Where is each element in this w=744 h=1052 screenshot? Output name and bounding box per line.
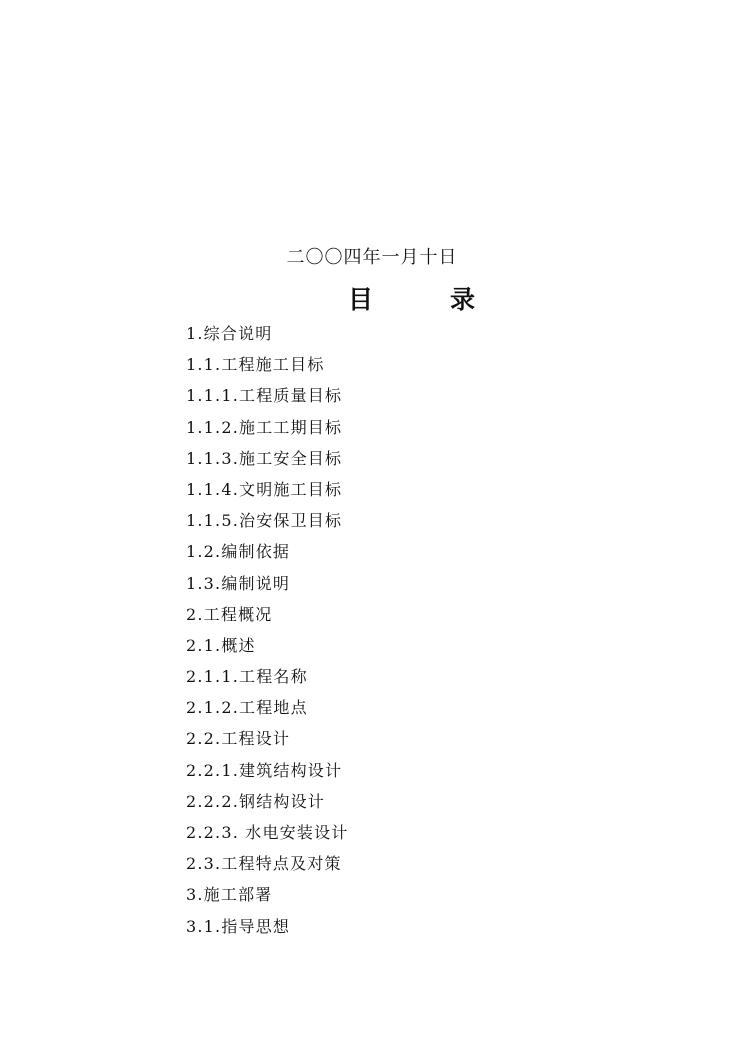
toc-item[interactable]: 2.2.2.钢结构设计 [186, 791, 325, 811]
toc-item[interactable]: 1.3.编制说明 [186, 573, 291, 593]
toc-title-char-2: 录 [450, 285, 476, 314]
toc-item[interactable]: 1.1.3.施工安全目标 [186, 448, 343, 468]
toc-item[interactable]: 2.3.工程特点及对策 [186, 854, 342, 874]
toc-item[interactable]: 2.1.概述 [186, 635, 256, 655]
toc-list [186, 318, 348, 942]
toc-item[interactable]: 2.工程概况 [186, 604, 273, 624]
toc-item[interactable]: 1.1.5.治安保卫目标 [186, 511, 343, 531]
toc-item[interactable]: 3.施工部署 [186, 885, 273, 905]
toc-item[interactable]: 2.2.1.建筑结构设计 [186, 760, 343, 780]
toc-item[interactable]: 2.2.工程设计 [186, 729, 291, 749]
toc-item[interactable]: 3.1.指导思想 [186, 916, 291, 936]
document-date: 二〇〇四年一月十日 [286, 247, 458, 268]
toc-item[interactable]: 1.综合说明 [186, 324, 273, 343]
toc-item[interactable]: 1.1.2.施工工期目标 [186, 417, 343, 437]
toc-title-char-1: 目 [348, 285, 374, 314]
toc-item[interactable]: 2.2.3. 水电安装设计 [186, 823, 349, 842]
toc-item[interactable]: 1.2.编制依据 [186, 542, 291, 562]
toc-item[interactable]: 2.1.1.工程名称 [186, 667, 308, 687]
toc-item[interactable]: 1.1.工程施工目标 [186, 355, 325, 375]
toc-title [342, 282, 482, 318]
toc-item[interactable]: 1.1.1.工程质量目标 [186, 386, 343, 406]
toc-item[interactable]: 1.1.4.文明施工目标 [186, 479, 343, 499]
toc-item[interactable]: 2.1.2.工程地点 [186, 698, 308, 718]
